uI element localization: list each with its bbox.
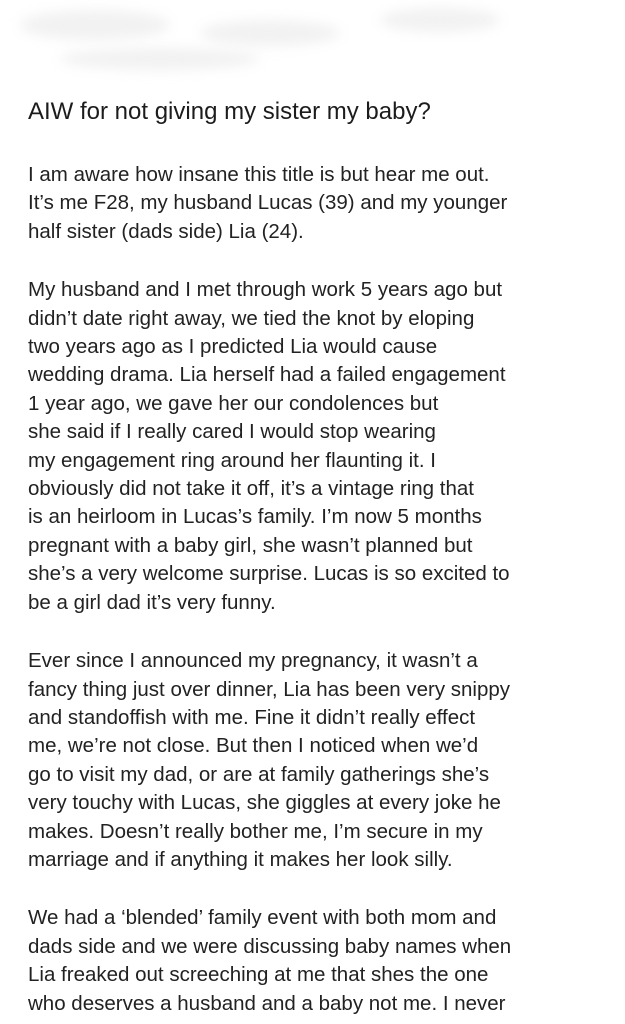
text-line: It’s me F28, my husband Lucas (39) and my younger [28, 191, 508, 215]
text-line: she’s a very welcome surprise. Lucas is so excited to [28, 562, 510, 586]
text-line: half sister (dads side) Lia (24). [28, 219, 304, 243]
text-line: pregnant with a baby girl, she wasn’t planned but [28, 533, 473, 557]
text-line: is an heirloom in Lucas’s family. I’m now 5 months [28, 505, 482, 529]
text-line: who deserves a husband and a baby not me. I never [28, 991, 506, 1015]
post-paragraph-4 [28, 904, 613, 1018]
text-line: and standoffish with me. Fine it didn’t really effect [28, 705, 476, 729]
post-paragraph-3 [28, 647, 613, 874]
text-line: me, we’re not close. But then I noticed when we’d [28, 734, 479, 758]
text-line: I am aware how insane this title is but hear me out. [28, 163, 490, 186]
post [28, 95, 613, 1018]
text-line: my engagement ring around her flaunting it. I [28, 448, 436, 472]
text-line: marriage and if anything it makes her look silly. [28, 847, 453, 871]
text-line: fancy thing just over dinner, Lia has been very snippy [28, 677, 511, 701]
text-line: she said if I really cared I would stop wearing [28, 420, 436, 444]
text-line: didn’t date right away, we tied the knot by eloping [28, 306, 475, 330]
text-line: go to visit my dad, or are at family gatherings she’s [28, 762, 490, 786]
text-line: We had a ‘blended’ family event with both mom and [28, 906, 497, 930]
post-paragraph-2 [28, 276, 613, 617]
text-line: very touchy with Lucas, she giggles at every joke he [28, 791, 501, 815]
text-line: obviously did not take it off, it’s a vintage ring that [28, 477, 474, 501]
text-line: makes. Doesn’t really bother me, I’m secure in my [28, 819, 483, 843]
post-title: AIW for not giving my sister my baby? [28, 98, 431, 125]
text-line: be a girl dad it’s very funny. [28, 590, 276, 614]
text-line: My husband and I met through work 5 years ago but [28, 278, 503, 302]
text-line: two years ago as I predicted Lia would cause [28, 335, 438, 359]
text-line: wedding drama. Lia herself had a failed engagement [28, 363, 506, 387]
blurred-header [0, 0, 625, 95]
text-line: Ever since I announced my pregnancy, it wasn’t a [28, 649, 478, 673]
text-line: dads side and we were discussing baby names when [28, 934, 512, 958]
post-paragraph-1 [28, 161, 613, 246]
text-line: 1 year ago, we gave her our condolences but [28, 391, 439, 415]
text-line: Lia freaked out screeching at me that shes the one [28, 963, 489, 987]
